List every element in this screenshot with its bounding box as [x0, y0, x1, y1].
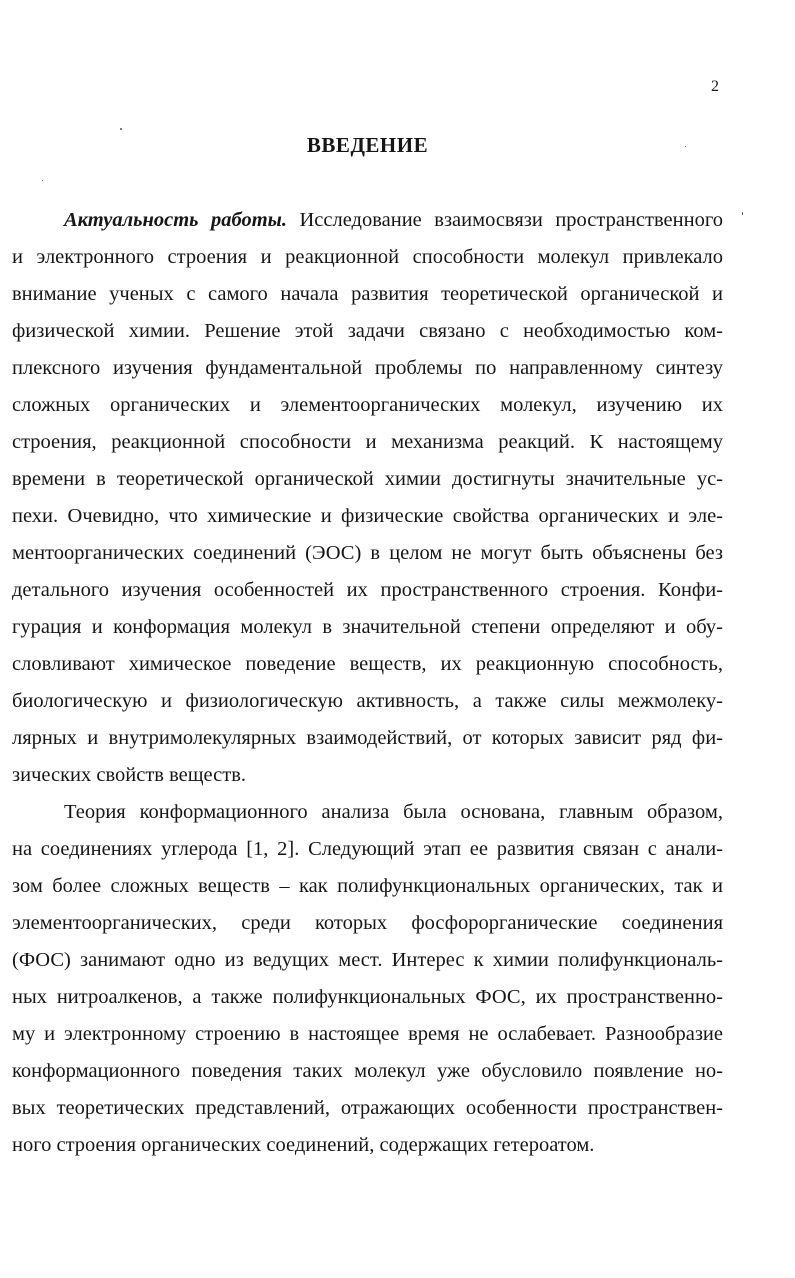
paragraph-1-line: пехи. Очевидно, что химические и физические свойства органических и эле-	[12, 505, 723, 527]
paragraph-2-line: Теория конформационного анализа была основана, главным образом,	[64, 801, 723, 823]
paragraph-2-line: элементоорганических, среди которых фосфорорганические соединения	[12, 912, 723, 934]
paragraph-1-line: сложных органических и элементоорганических молекул, изучению их	[12, 394, 723, 416]
paragraph-1-line: лярных и внутримолекулярных взаимодействий, от которых зависит ряд фи-	[12, 727, 723, 749]
page-title: ВВЕДЕНИЕ	[306, 133, 429, 157]
page-number: 2	[711, 78, 719, 95]
paragraph-2-line: ных нитроалкенов, а также полифункциональных ФОС, их пространственно-	[12, 986, 723, 1008]
paragraph-2-line: конформационного поведения таких молекул уже обусловило появление но-	[12, 1060, 723, 1082]
paragraph-2-line: му и электронному строению в настоящее время не ослабевает. Разнообразие	[12, 1023, 723, 1045]
paragraph-1-line: физической химии. Решение этой задачи связано с необходимостью ком-	[12, 320, 723, 342]
paragraph-2-line: ного строения органических соединений, содержащих гетероатом.	[12, 1134, 595, 1156]
lead-phrase: Актуальность работы.	[64, 209, 287, 231]
paragraph-1-line: детального изучения особенностей их пространственного строения. Конфи-	[12, 579, 723, 601]
paragraph-1-line	[12, 202, 723, 239]
paragraph-1-line-text: Исследование взаимосвязи пространственного	[287, 209, 723, 231]
paragraph-2-line: (ФОС) занимают одно из ведущих мест. Интерес к химии полифункциональ-	[12, 949, 723, 971]
paragraph-1-line: словливают химическое поведение веществ, их реакционную способность,	[12, 653, 723, 675]
paragraph-1-line: и электронного строения и реакционной способности молекул привлекало	[12, 246, 723, 268]
paragraph-2-line: вых теоретических представлений, отражающих особенности пространствен-	[12, 1097, 723, 1119]
paragraph-1-line: плексного изучения фундаментальной проблемы по направленному синтезу	[12, 357, 723, 379]
paragraph-1-line: строения, реакционной способности и механизма реакций. К настоящему	[12, 431, 723, 453]
paragraph-1-line: внимание ученых с самого начала развития теоретической органической и	[12, 283, 723, 305]
scan-speck	[42, 180, 43, 181]
scan-speck	[685, 146, 686, 147]
paragraph-2-line: на соединениях углерода [1, 2]. Следующий этап ее развития связан с анали-	[12, 838, 723, 860]
scan-speck	[120, 128, 122, 130]
paragraph-2-line: зом более сложных веществ – как полифункциональных органических, так и	[12, 875, 723, 897]
scan-speck	[742, 212, 743, 215]
paragraph-1-line: ментоорганических соединений (ЭОС) в целом не могут быть объяснены без	[12, 542, 723, 564]
paragraph-1-line: времени в теоретической органической химии достигнуты значительные ус-	[12, 468, 723, 490]
paragraph-1-line: гурация и конформация молекул в значительной степени определяют и обу-	[12, 616, 723, 638]
paragraph-1-line: зических свойств веществ.	[12, 764, 247, 786]
body-text	[12, 202, 723, 1164]
paragraph-1-line: биологическую и физиологическую активность, а также силы межмолеку-	[12, 690, 723, 712]
